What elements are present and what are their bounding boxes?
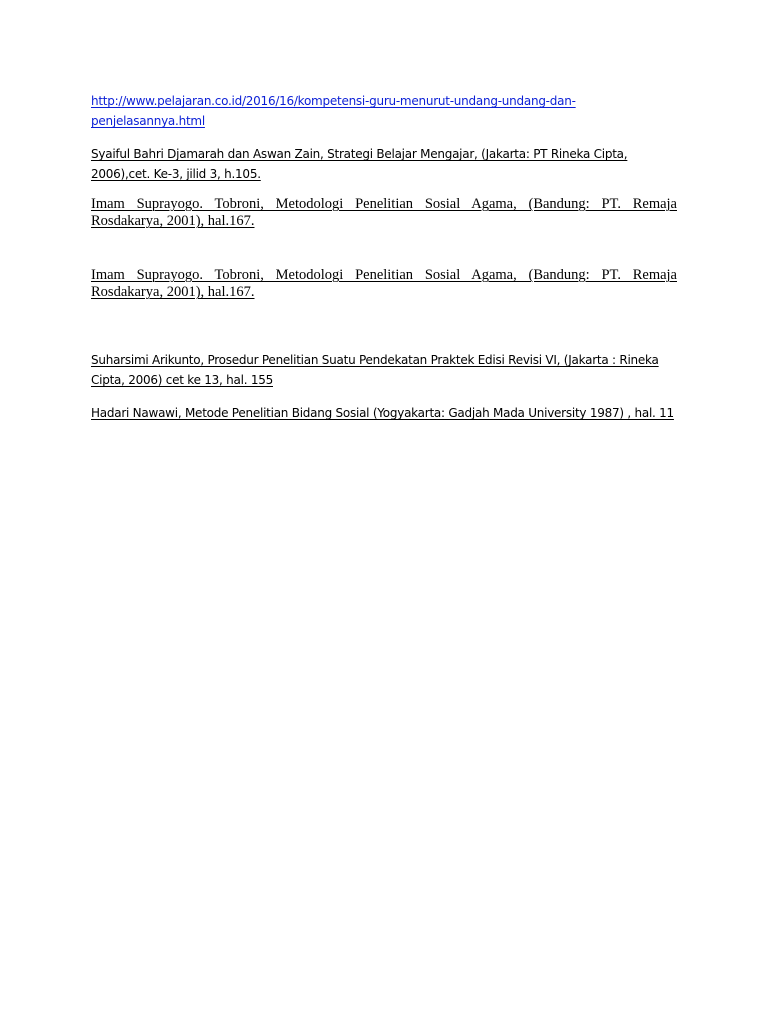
- reference-djamarah: Syaiful Bahri Djamarah dan Aswan Zain, Strategi Belajar Mengajar, (Jakarta: PT Rineka Cipta, 2006),cet. Ke-3, jilid 3, h.105.: [91, 147, 628, 181]
- reference-suprayogo-1: Imam Suprayogo. Tobroni, Metodologi Penelitian Sosial Agama, (Bandung: PT. Remaja Rosdakarya, 2001), hal.167.: [91, 196, 677, 229]
- reference-suprayogo-2: Imam Suprayogo. Tobroni, Metodologi Penelitian Sosial Agama, (Bandung: PT. Remaja Rosdakarya, 2001), hal.167.: [91, 267, 677, 300]
- reference-arikunto: Suharsimi Arikunto, Prosedur Penelitian Suatu Pendekatan Praktek Edisi Revisi VI, (Jakarta : Rineka Cipta, 2006) cet ke 13, hal. 155: [91, 353, 659, 387]
- reference-url-link[interactable]: http://www.pelajaran.co.id/2016/16/kompetensi-guru-menurut-undang-undang-dan-penjelasannya.html: [91, 94, 576, 128]
- references-list: [91, 91, 677, 423]
- reference-nawawi: Hadari Nawawi, Metode Penelitian Bidang Sosial (Yogyakarta: Gadjah Mada University 1987) , hal. 11: [91, 406, 674, 420]
